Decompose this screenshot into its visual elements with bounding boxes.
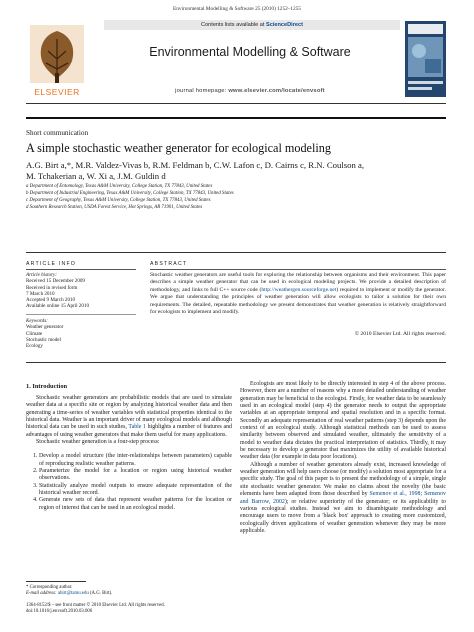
abstract-text-2: ) required to implement or modify the generator. We argue that understanding the principles of weather generation will allow ecologists to tailor a solution for their own requirements. The detailed, repeatable methodology we present demonstrates that weather generation is relatively straightforward for ecologists to implement and modify. [150, 286, 446, 316]
keywords [26, 318, 136, 349]
section-heading: 1. Introduction [26, 383, 68, 390]
paragraph [26, 395, 232, 439]
history-item: 7 March 2010 [26, 290, 55, 297]
email-suffix: (A.G. Birt). [88, 591, 113, 596]
paragraph: Stochastic weather generation is a four-step process: [36, 439, 160, 446]
contents-prefix: Contents lists available at [201, 22, 266, 28]
corresponding-author-note: * Corresponding author. [26, 585, 73, 590]
history-label: Article history: [26, 272, 57, 278]
affiliation: d Southern Research Station, USDA Forest Service, Hot Springs, AR 71901, United States [26, 205, 203, 210]
abstract-divider [26, 362, 446, 363]
elsevier-wordmark: ELSEVIER [34, 87, 80, 97]
article-title: A simple stochastic weather generator for ecological modeling [26, 141, 331, 155]
affiliation: c Department of Geography, Texas A&M University, College Station, TX 77843, United States [26, 198, 211, 203]
publication-ids [26, 603, 232, 615]
paragraph-text: highlights a number of features and advantages of using weather generators that make them useful for many applications. [26, 424, 232, 438]
section-type: Short communication [26, 129, 89, 137]
step-item: 3. Statistically analyze model outputs to ensure adequate representation of the historical weather record. [39, 483, 232, 498]
abstract-text-1: Stochastic weather generators are useful tools for exploring the relationship between organisms and their environment. This paper describes a simple weather generator that can be used in ecological modeling projects. We provide a detailed description of methodology, and links to full C++ source code ( [150, 272, 446, 293]
title-divider [26, 252, 446, 253]
footnote [26, 585, 232, 597]
banner-divider [26, 103, 446, 104]
steps-list [26, 453, 232, 512]
body-right-column [240, 381, 446, 535]
header-rule [26, 117, 446, 119]
paragraph-text: ); or relative superiority of the generator; or its applicability to various ecological studies. Instead we aim to disambiguate methodology and encourage users to move from a 'black box' approach to creating more customized, ecologically driven applications of weather generation whenever they may be more applicable. [240, 498, 446, 534]
step-item: 1. Develop a model structure (the inter-relationships between parameters) capable of reproducing realistic weather patterns. [39, 453, 232, 468]
homepage-label: journal homepage: [175, 88, 229, 94]
issn-line: 1364-8152/$ – see front matter © 2010 Elsevier Ltd. All rights reserved. [26, 603, 165, 608]
history-item: Received in revised form [26, 284, 78, 291]
doi-line: doi:10.1016/j.envsoft.2010.03.006 [26, 609, 93, 614]
history-item: Available online 15 April 2010 [26, 303, 89, 310]
email-label: E-mail address: [26, 591, 58, 596]
abstract-heading: ABSTRACT [150, 261, 188, 267]
affiliation: a Department of Entomology, Texas A&M University, College Station, TX 77843, United States [26, 184, 213, 189]
keyword: Stochastic model [26, 336, 61, 343]
paragraph: Ecologists are most likely to be directly interested in step 4 of the above process. However, there are a number of reasons why a more detailed understanding of weather generation may be beneficial to the ecologist. Firstly, for weather data to be seamlessly used in an ecological model (step 4) the generator needs to output the appropriate variables at an appropriate temporal and spatial resolution and in a specific format. Secondly an adequate representation of real weather patterns (step 3) depends upon the context of an ecological study. Although statistical methods can be used to assess similarity between observed and simulated weather, ultimately the sensitivity of a model to weather data dictates the practical interpretation of statistics. Thirdly, it may be necessary to develop a generator that maximizes the utility of available historical weather data (for example in data poor locations). [240, 381, 446, 461]
abstract-copyright: © 2010 Elsevier Ltd. All rights reserved. [354, 331, 446, 337]
article-info-rule [26, 269, 136, 270]
affiliation: b Department of Industrial Engineering, Texas A&M University, College Station, TX 77843, United States [26, 191, 234, 196]
keyword: Weather generator [26, 324, 64, 331]
step-item: 4. Generate new sets of data that represent weather patterns for the location or region of interest that can be used in an ecological model. [39, 497, 232, 512]
sciencedirect-link[interactable]: ScienceDirect [265, 22, 303, 28]
article-history [26, 272, 136, 310]
body-left-column [26, 395, 232, 512]
history-item: Accepted 9 March 2010 [26, 297, 76, 304]
abstract-rule [150, 269, 446, 270]
keyword: Ecology [26, 343, 43, 350]
paragraph-text: Although a number of weather generators already exist, increased knowledge of weather generation will help users choose (or modify) a solution most appropriate for a specific study. The goal of this paper is to present the methodology of a simple, single site stochastic weather generator. We make no claims about the novelty (the basic elements have been adapted from those described by [240, 461, 446, 498]
table-1-link[interactable]: Table 1 [128, 424, 146, 431]
step-item: 2. Parameterize the model for a location or region using historical weather observations. [39, 468, 232, 483]
article-info-heading: ARTICLE INFO [26, 261, 77, 267]
email-link[interactable]: abirt@tamu.edu [57, 591, 89, 596]
citation-link[interactable]: Semenov et al., 1998; Semenov and Barrow, 2002 [240, 491, 446, 505]
keywords-rule [26, 314, 136, 315]
authors-line-2: M. Tchakerian a, W. Xi a, J.M. Guldin d [26, 171, 166, 181]
email-line [26, 591, 232, 597]
journal-homepage [100, 88, 400, 94]
source-code-link[interactable]: http://weathergen.sourceforge.net [261, 286, 337, 293]
journal-title: Environmental Modelling & Software [149, 45, 351, 59]
abstract-text [150, 272, 446, 317]
keyword: Climate [26, 330, 43, 337]
running-head: Environmental Modelling & Software 25 (2010) 1252–1255 [173, 6, 301, 12]
homepage-url[interactable]: www.elsevier.com/locate/envsoft [228, 88, 325, 94]
keywords-label: Keywords: [26, 318, 48, 324]
journal-cover-thumbnail [405, 21, 446, 97]
author-list [26, 160, 446, 182]
paragraph-text: Stochastic weather generators are probabilistic models that are used to simulate weather data at a specific site or region by analyzing historical weather data and then generating a time-series of weather variables with statistical properties identical to the historical data. Weather is an important driver of many ecological models and although historical data can be used in such studies, [26, 395, 232, 431]
contents-bar [104, 20, 400, 30]
paragraph [240, 462, 446, 535]
footnote-rule [26, 581, 86, 582]
history-item: Received 15 December 2009 [26, 278, 85, 285]
elsevier-logo [26, 21, 88, 101]
authors-line-1: A.G. Birt a,*, M.R. Valdez-Vivas b, R.M. Feldman b, C.W. Lafon c, D. Cairns c, R.N. Coulson a, [26, 160, 365, 170]
